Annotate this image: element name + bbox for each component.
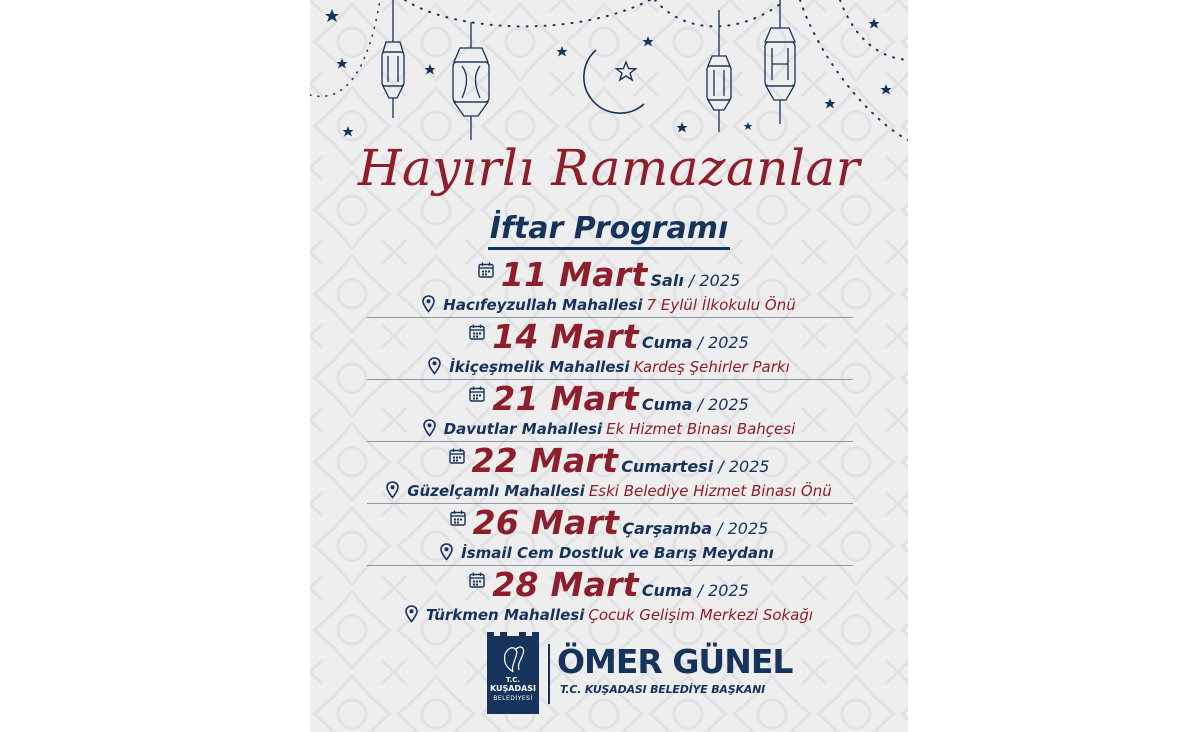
event-venue: Kardeş Şehirler Parkı — [633, 358, 790, 376]
event-date-line — [310, 318, 908, 356]
event-neighborhood: İsmail Cem Dostluk ve Barış Meydanı — [461, 544, 774, 562]
event-date: 26 Mart — [472, 503, 620, 542]
calendar-icon — [449, 448, 465, 464]
location-pin-icon — [440, 543, 453, 561]
event-date: 21 Mart — [492, 379, 639, 418]
calendar-icon — [450, 510, 466, 526]
event-weekday: Cuma — [641, 395, 693, 414]
event-neighborhood: Hacıfeyzullah Mahallesi — [443, 296, 643, 314]
lantern-icon — [765, 0, 795, 124]
event-location-line — [310, 479, 908, 503]
logo-name: KUŞADASI — [489, 684, 537, 693]
event-weekday: Çarşamba — [622, 519, 713, 538]
calendar-icon — [469, 572, 485, 588]
event-weekday: Cuma — [641, 581, 693, 600]
calendar-icon — [469, 324, 485, 340]
event-weekday: Cumartesi — [621, 457, 714, 476]
event-neighborhood: Davutlar Mahallesi — [443, 420, 603, 438]
event-item — [310, 504, 908, 566]
event-date-line — [310, 442, 908, 480]
program-subtitle: İftar Programı — [310, 207, 908, 251]
event-year: / 2025 — [717, 519, 769, 538]
event-neighborhood: Güzelçamlı Mahallesi — [407, 482, 585, 500]
event-item — [310, 566, 908, 628]
municipality-logo — [485, 632, 541, 714]
event-venue: 7 Eylül İlkokulu Önü — [646, 296, 796, 314]
lantern-icon — [382, 0, 404, 118]
event-date: 14 Mart — [492, 317, 639, 356]
event-weekday: Salı — [650, 271, 684, 290]
footer — [310, 630, 908, 720]
event-neighborhood: Türkmen Mahallesi — [425, 606, 585, 624]
calendar-icon — [478, 262, 494, 278]
event-date-line — [310, 566, 908, 604]
location-pin-icon — [423, 419, 436, 437]
ramadan-decoration — [310, 0, 908, 150]
event-year: / 2025 — [718, 457, 770, 476]
event-year: / 2025 — [697, 333, 749, 352]
event-location-line — [310, 541, 908, 565]
logo-subtitle: BELEDİYESİ — [493, 695, 533, 702]
location-pin-icon — [386, 481, 399, 499]
crescent-star-icon — [584, 50, 644, 113]
event-weekday: Cuma — [641, 333, 693, 352]
lantern-icon — [707, 10, 731, 132]
event-neighborhood: İkiçeşmelik Mahallesi — [449, 358, 630, 376]
event-location-line — [310, 293, 908, 317]
event-date: 28 Mart — [492, 565, 639, 604]
event-item — [310, 442, 908, 504]
event-date: 11 Mart — [500, 255, 648, 294]
footer-divider — [548, 644, 550, 704]
location-pin-icon — [405, 605, 418, 623]
calendar-icon — [469, 386, 485, 402]
event-location-line — [310, 355, 908, 379]
iftar-poster — [310, 0, 908, 732]
event-location-line — [310, 603, 908, 627]
event-date-line — [310, 380, 908, 418]
event-year: / 2025 — [688, 271, 741, 290]
greeting-title: Hayırlı Ramazanlar — [357, 139, 861, 197]
event-venue: Ek Hizmet Binası Bahçesi — [606, 420, 796, 438]
event-venue: Çocuk Gelişim Merkezi Sokağı — [588, 606, 814, 624]
lantern-icon — [453, 22, 489, 140]
location-pin-icon — [428, 357, 441, 375]
event-item — [310, 318, 908, 380]
logo-tc: T.C. — [505, 676, 521, 684]
mayor-name: ÖMER GÜNEL — [557, 642, 793, 681]
event-location-line — [310, 417, 908, 441]
star-icon — [325, 9, 892, 150]
event-year: / 2025 — [697, 581, 749, 600]
event-date: 22 Mart — [471, 441, 619, 480]
event-date-line — [310, 256, 908, 294]
mayor-title: T.C. KUŞADASI BELEDİYE BAŞKANI — [560, 683, 765, 696]
location-pin-icon — [422, 295, 435, 313]
event-year: / 2025 — [697, 395, 749, 414]
event-date-line — [310, 504, 908, 542]
event-venue: Eski Belediye Hizmet Binası Önü — [588, 482, 832, 500]
event-item — [310, 256, 908, 318]
event-item — [310, 380, 908, 442]
